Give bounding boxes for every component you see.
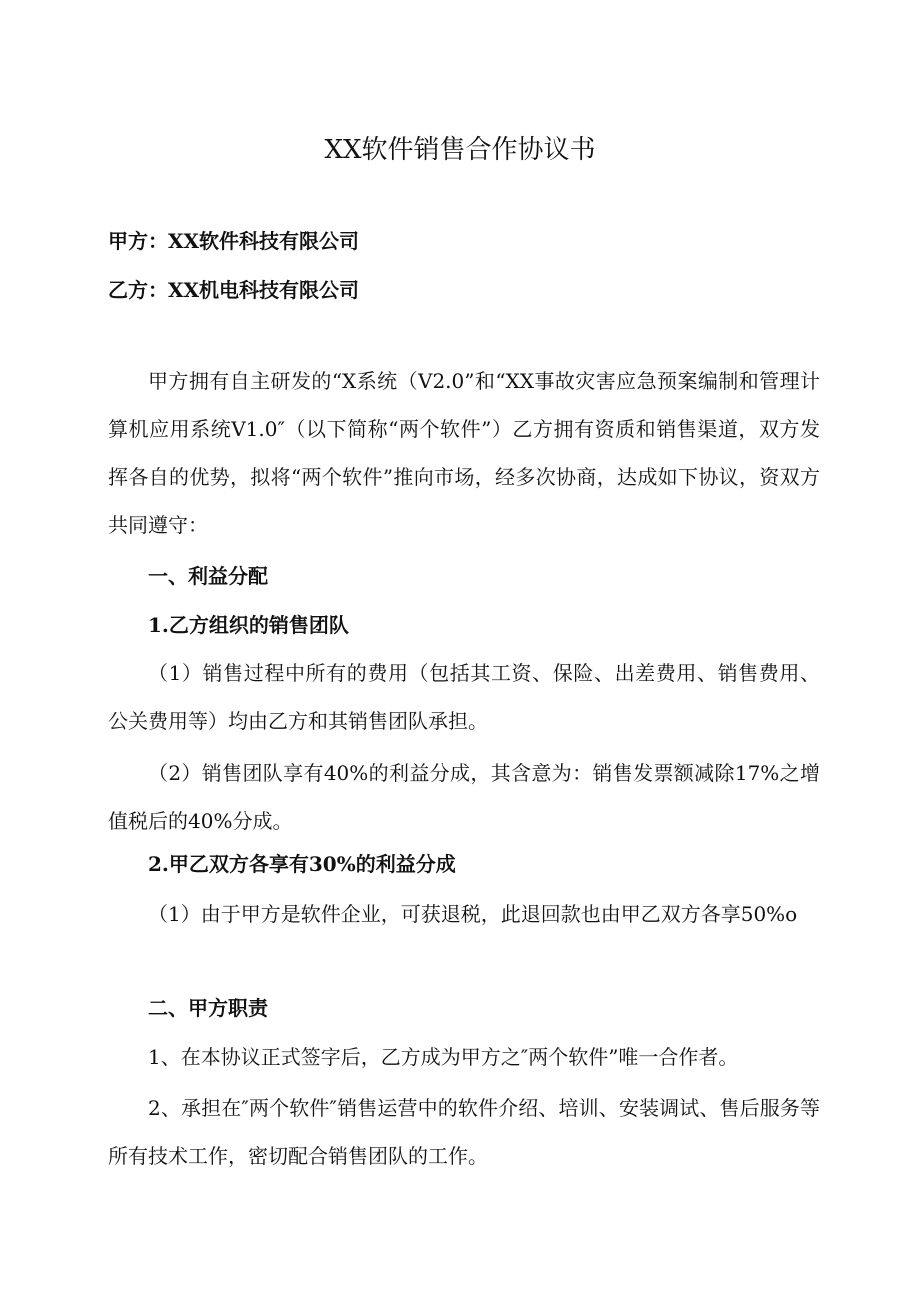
section1-sub2-heading: 2.甲乙双方各享有30%的利益分成 xyxy=(148,852,456,876)
party-a: 甲方：XX软件科技有限公司 xyxy=(108,229,360,253)
section1-sub2-item1: （1）由于甲方是软件企业，可获退税，此退回款也由甲乙双方各享50%o xyxy=(148,902,798,926)
section1-sub1-item1: （1）销售过程中所有的费用（包括其工资、保险、出差费用、销售费用、公关费用等）均由乙方和其销售团队承担。 xyxy=(108,661,820,733)
section2-item2: 2、承担在″两个软件″销售运营中的软件介绍、培训、安装调试、售后服务等所有技术工作，密切配合销售团队的工作。 xyxy=(108,1096,820,1168)
section2-item1: 1、在本协议正式签字后，乙方成为甲方之″两个软件”唯一合作者。 xyxy=(148,1045,739,1069)
section1-sub1-item2: （2）销售团队享有40%的利益分成，其含意为：销售发票额减除17%之增值税后的40%分成。 xyxy=(108,761,820,833)
party-b: 乙方：XX机电科技有限公司 xyxy=(108,278,360,302)
intro-paragraph: 甲方拥有自主研发的“X系统（V2.0”和“XX事故灾害应急预案编制和管理计算机应用系统V1.0″（以下简称“两个软件”）乙方拥有资质和销售渠道，双方发挥各自的优势，拟将“两个软件”推向市场，经多次协商，达成如下协议，资双方共同遵守： xyxy=(108,369,820,537)
document-title: XX软件销售合作协议书 xyxy=(324,135,596,165)
section1-heading: 一、利益分配 xyxy=(148,564,268,588)
section2-heading: 二、甲方职责 xyxy=(148,996,268,1020)
section1-sub1-heading: 1.乙方组织的销售团队 xyxy=(148,613,349,637)
